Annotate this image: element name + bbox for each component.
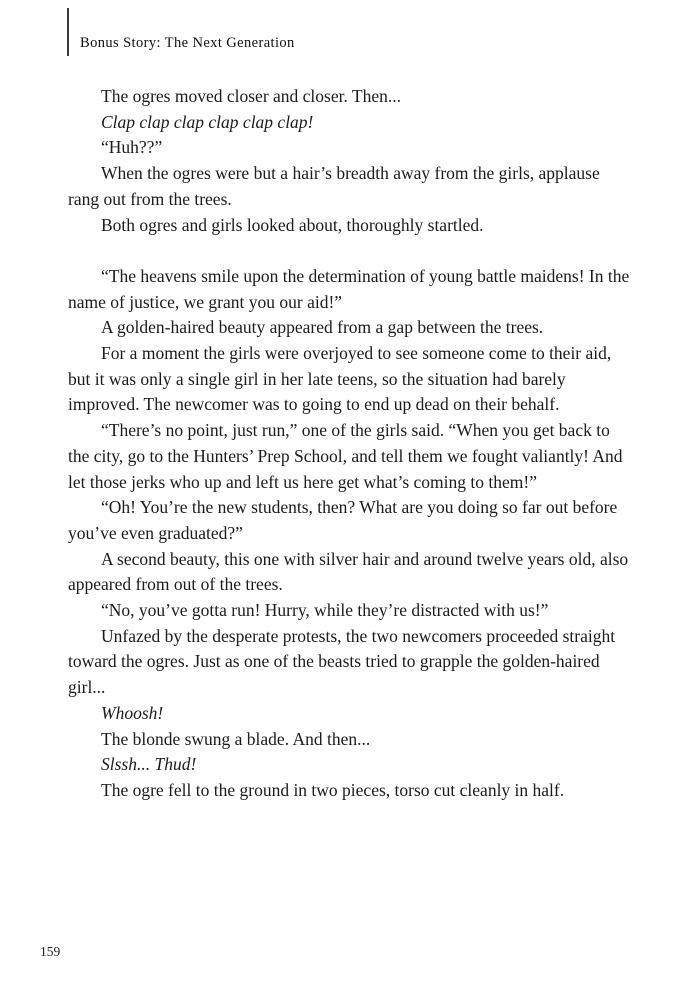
- paragraph: For a moment the girls were overjoyed to see someone come to their aid, but it was only a single girl in her late teens, so the situation had barely improved. The newcomer was to going to end up dead on their behalf.: [68, 343, 612, 415]
- paragraph: Both ogres and girls looked about, thoroughly startled.: [101, 214, 484, 235]
- paragraph: “Huh??”: [101, 137, 163, 158]
- paragraph-sfx: Whoosh!: [101, 702, 164, 723]
- paragraph: The blonde swung a blade. And then...: [101, 728, 371, 749]
- paragraph: A second beauty, this one with silver hair and around twelve years old, also appeared from out of the trees.: [68, 548, 629, 595]
- paragraph: “The heavens smile upon the determination of young battle maidens! In the name of justice, we grant you our aid!”: [68, 265, 630, 312]
- paragraph: “No, you’ve gotta run! Hurry, while they’re distracted with us!”: [101, 600, 549, 621]
- scene-break: [68, 238, 630, 264]
- running-header: Bonus Story: The Next Generation: [80, 35, 295, 51]
- page-number: 159: [40, 944, 61, 959]
- paragraph: When the ogres were but a hair’s breadth away from the girls, applause rang out from the trees.: [68, 163, 600, 209]
- paragraph: “Oh! You’re the new students, then? What are you doing so far out before you’ve even graduated?”: [68, 497, 618, 543]
- body-text: [68, 84, 630, 804]
- paragraph: Unfazed by the desperate protests, the two newcomers proceeded straight toward the ogres. Just as one of the beasts tried to grapple the golden-haired girl...: [68, 625, 616, 698]
- paragraph: The ogres moved closer and closer. Then...: [101, 86, 402, 106]
- paragraph-sfx: Clap clap clap clap clap clap!: [101, 111, 314, 132]
- header-rule: [67, 8, 69, 56]
- paragraph: A golden-haired beauty appeared from a gap between the trees.: [101, 317, 544, 338]
- paragraph: “There’s no point, just run,” one of the girls said. “When you get back to the city, go to the Hunters’ Prep School, and tell them we fought valiantly! And let those jerks who up and left us here get what’s coming to them!”: [68, 420, 623, 492]
- paragraph-sfx: Slssh... Thud!: [101, 754, 197, 775]
- paragraph: The ogre fell to the ground in two pieces, torso cut cleanly in half.: [101, 779, 565, 800]
